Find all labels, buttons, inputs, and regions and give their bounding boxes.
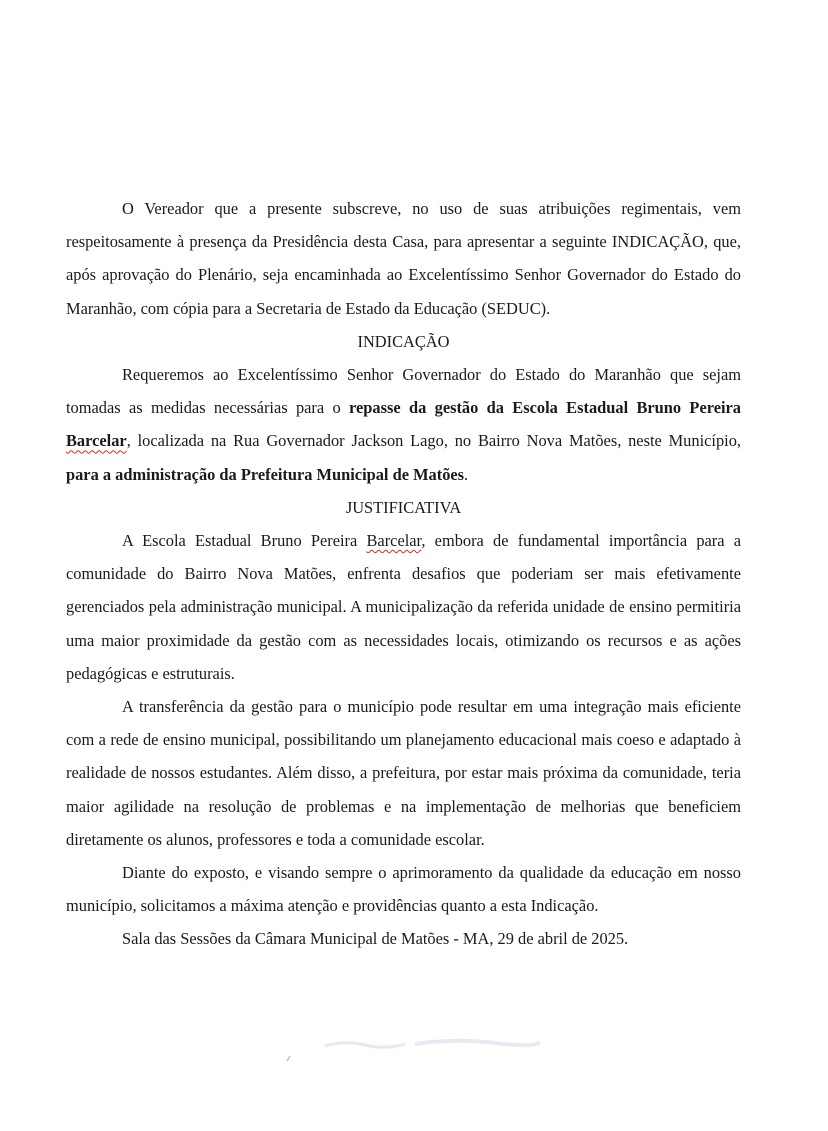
request-bold-2: para a administração da Prefeitura Municipal de Matões	[66, 464, 465, 484]
request-paragraph	[66, 358, 741, 491]
request-text-3: .	[464, 464, 469, 484]
faint-signature-mark	[255, 1036, 545, 1062]
justification-1-text-1: A Escola Estadual Bruno Pereira	[122, 531, 367, 551]
request-text-1: Requeremos ao Excelentíssimo Senhor Governador do Estado do Maranhão que sejam tomadas as medidas necessárias para o	[66, 365, 741, 418]
closing-line: Sala das Sessões da Câmara Municipal de Matões - MA, 29 de abril de 2025.	[122, 929, 629, 949]
justification-paragraph-3: Diante do exposto, e visando sempre o aprimoramento da qualidade da educação em nosso município, solicitamos a máxima atenção e providências quanto a esta Indicação.	[66, 863, 741, 916]
spellcheck-word[interactable]: Barcelar	[66, 431, 127, 451]
request-bold-1-text: repasse da gestão da Escola Estadual Bruno Pereira	[349, 398, 741, 418]
justification-1-text-2: , embora de fundamental importância para a comunidade do Bairro Nova Matões, enfrenta desafios que poderiam ser mais efetivamente gerenciados pela administração municipal. A municipalização da referida unidade de ensino permitiria uma maior proximidade da gestão com as necessidades locais, otimizando os recursos e as ações pedagógicas e estruturais.	[66, 531, 742, 683]
spellcheck-word[interactable]: Barcelar	[366, 531, 422, 551]
justification-paragraph-2: A transferência da gestão para o município pode resultar em uma integração mais eficiente com a rede de ensino municipal, possibilitando um planejamento educacional mais coeso e adaptado à realidade de nossos estudantes. Além disso, a prefeitura, por estar mais próxima da comunidade, teria maior agilidade na resolução de problemas e na implementação de melhorias que beneficiem diretamente os alunos, professores e toda a comunidade escolar.	[66, 697, 741, 849]
document-body	[66, 192, 741, 956]
justification-paragraph-1	[66, 524, 741, 690]
request-text-2: , localizada na Rua Governador Jackson Lago, no Bairro Nova Matões, neste Município,	[126, 431, 741, 451]
intro-paragraph: O Vereador que a presente subscreve, no uso de suas atribuições regimentais, vem respeitosamente à presença da Presidência desta Casa, para apresentar a seguinte INDICAÇÃO, que, após aprovação do Plenário, seja encaminhada ao Excelentíssimo Senhor Governador do Estado do Maranhão, com cópia para a Secretaria de Estado da Educação (SEDUC).	[66, 199, 741, 318]
heading-justificativa: JUSTIFICATIVA	[345, 497, 462, 517]
heading-indicacao: INDICAÇÃO	[357, 331, 450, 351]
